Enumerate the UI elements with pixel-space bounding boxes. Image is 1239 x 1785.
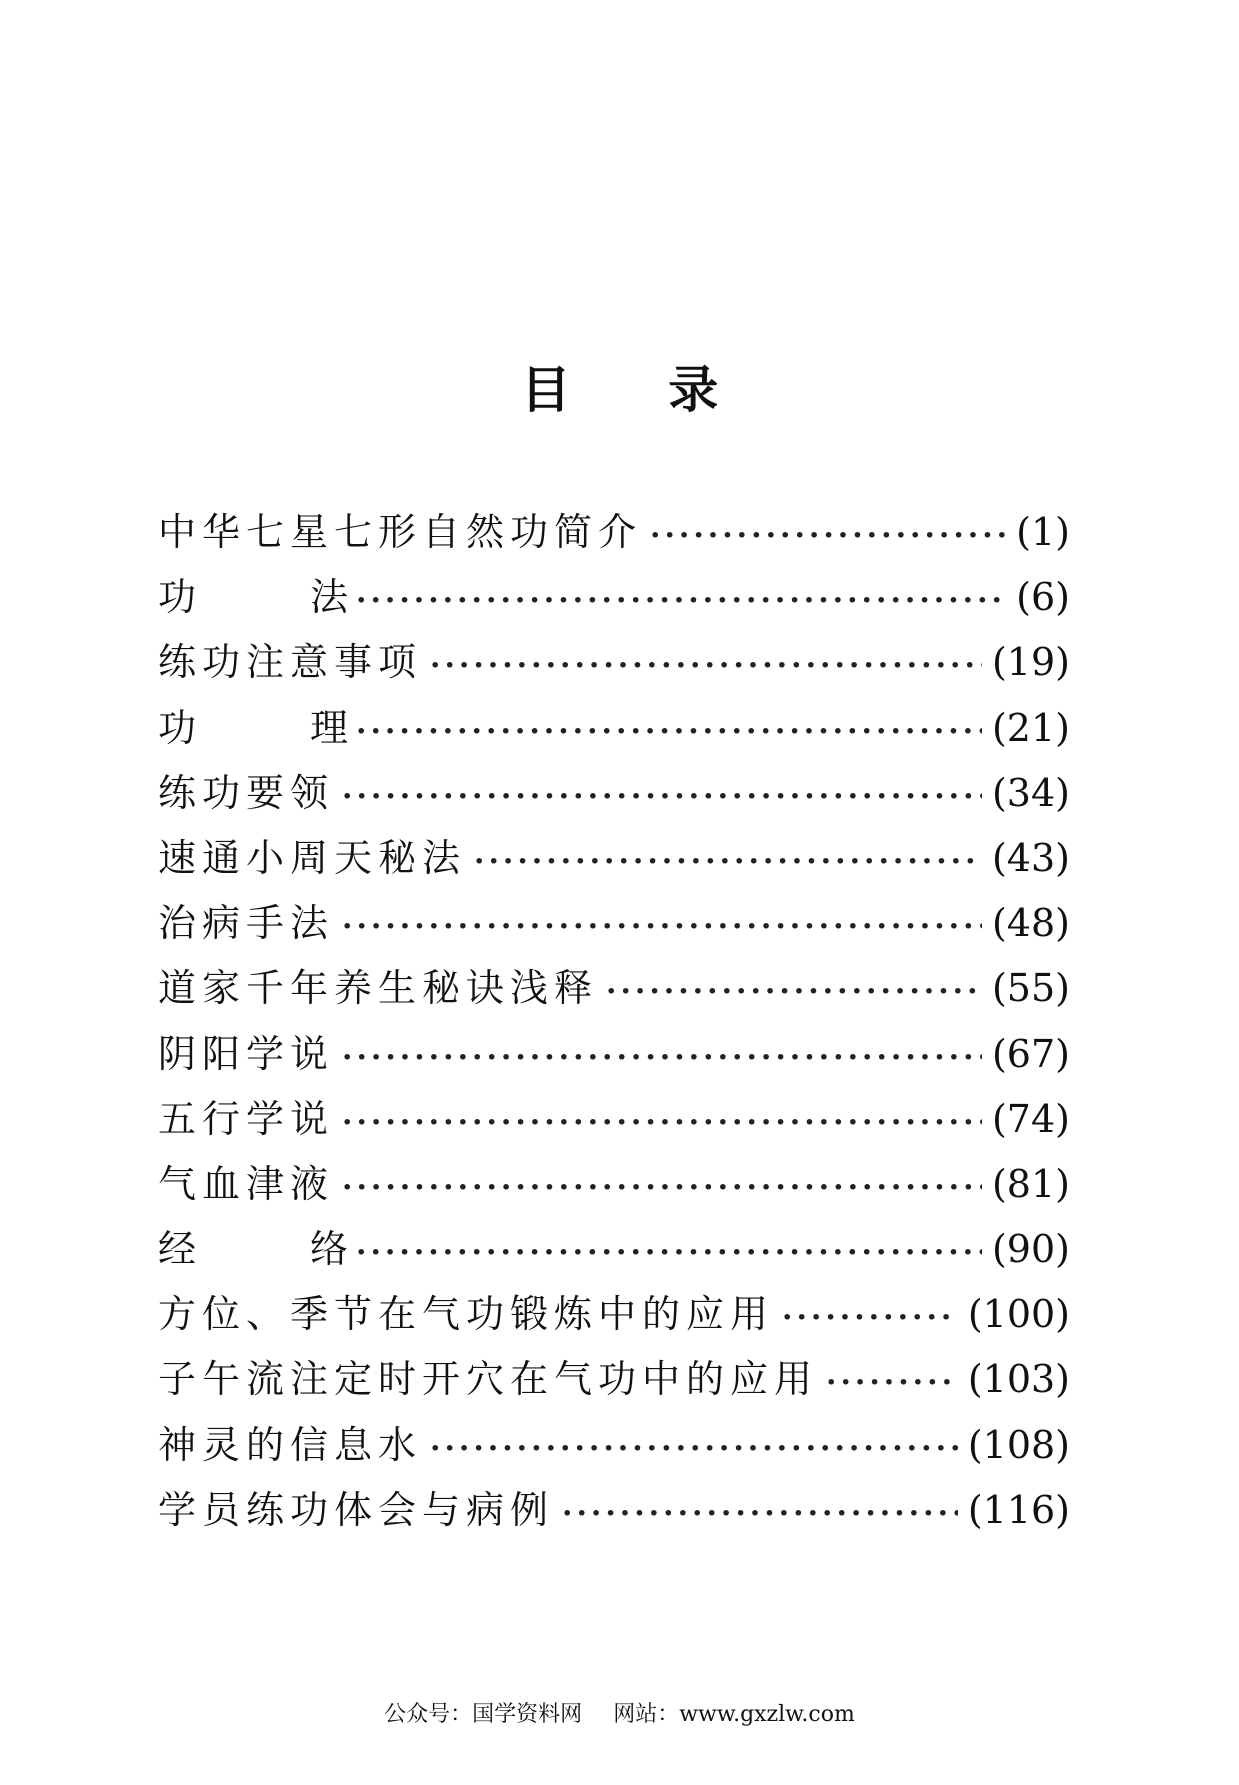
toc-entry-page: (43) bbox=[991, 835, 1070, 880]
dot-leader bbox=[356, 699, 982, 761]
dot-leader bbox=[342, 894, 982, 956]
dot-leader bbox=[342, 764, 982, 826]
toc-label-char: 经 bbox=[158, 1227, 197, 1272]
toc-entry-page: (116) bbox=[967, 1487, 1070, 1532]
footer-account: 公众号：国学资料网 bbox=[384, 1702, 583, 1727]
toc-label-char: 功 bbox=[158, 705, 197, 750]
toc-entry-label bbox=[158, 1217, 348, 1282]
dot-leader bbox=[650, 503, 1006, 565]
toc-entry-page: (100) bbox=[967, 1292, 1070, 1337]
toc-entry-page: (6) bbox=[1016, 575, 1070, 620]
toc-entry[interactable] bbox=[158, 1347, 1070, 1412]
toc-entry[interactable] bbox=[158, 696, 1070, 761]
toc-entry-label bbox=[158, 696, 348, 761]
toc-entry-page: (34) bbox=[991, 770, 1070, 815]
toc-entry[interactable] bbox=[158, 500, 1070, 565]
toc-entry-page: (67) bbox=[991, 1031, 1070, 1076]
toc-entry[interactable] bbox=[158, 1282, 1070, 1347]
dot-leader bbox=[562, 1481, 958, 1543]
toc-entry[interactable] bbox=[158, 1217, 1070, 1282]
dot-leader bbox=[474, 829, 982, 891]
toc-entry[interactable] bbox=[158, 1478, 1070, 1543]
toc-entry-page: (90) bbox=[991, 1227, 1070, 1272]
toc-entry-label: 气血津液 bbox=[158, 1161, 335, 1206]
footer-website: 网站：www.gxzlw.com bbox=[613, 1702, 855, 1727]
toc-label-char: 络 bbox=[309, 1227, 348, 1272]
dot-leader bbox=[430, 633, 982, 695]
toc-entry-label: 方位、季节在气功锻炼中的应用 bbox=[158, 1292, 775, 1337]
dot-leader bbox=[342, 1090, 982, 1152]
toc-title: 目 录 bbox=[520, 361, 759, 419]
toc-label-char: 理 bbox=[309, 705, 348, 750]
toc-entry-label: 速通小周天秘法 bbox=[158, 835, 467, 880]
page-footer bbox=[0, 1700, 1239, 1730]
toc-entry-page: (21) bbox=[991, 705, 1070, 750]
toc-entry-label: 五行学说 bbox=[158, 1096, 335, 1141]
toc-entry-page: (48) bbox=[991, 901, 1070, 946]
toc-entry[interactable] bbox=[158, 956, 1070, 1021]
toc-entry-label: 练功要领 bbox=[158, 770, 335, 815]
dot-leader bbox=[356, 568, 1006, 630]
toc-entry[interactable] bbox=[158, 565, 1070, 630]
toc-entry[interactable] bbox=[158, 891, 1070, 956]
dot-leader bbox=[342, 1155, 982, 1217]
toc-list bbox=[158, 500, 1070, 1543]
dot-leader bbox=[606, 959, 982, 1021]
toc-entry-label: 中华七星七形自然功简介 bbox=[158, 510, 643, 554]
toc-entry-label: 神灵的信息水 bbox=[158, 1422, 423, 1467]
dot-leader bbox=[826, 1350, 958, 1412]
toc-entry[interactable] bbox=[158, 1087, 1070, 1152]
toc-entry-label: 治病手法 bbox=[158, 901, 335, 946]
toc-entry-page: (108) bbox=[967, 1422, 1070, 1467]
toc-entry-page: (103) bbox=[967, 1357, 1070, 1402]
toc-entry-page: (1) bbox=[1016, 510, 1070, 554]
toc-entry-page: (19) bbox=[991, 640, 1070, 685]
toc-entry[interactable] bbox=[158, 761, 1070, 826]
toc-entry-label: 子午流注定时开穴在气功中的应用 bbox=[158, 1357, 819, 1402]
toc-entry-page: (81) bbox=[991, 1161, 1070, 1206]
toc-label-char: 功 bbox=[158, 575, 197, 620]
toc-entry[interactable] bbox=[158, 1413, 1070, 1478]
toc-entry-label: 练功注意事项 bbox=[158, 640, 423, 685]
toc-entry-label bbox=[158, 565, 348, 630]
toc-entry[interactable] bbox=[158, 1152, 1070, 1217]
dot-leader bbox=[430, 1416, 958, 1478]
toc-entry-label: 阴阳学说 bbox=[158, 1031, 335, 1076]
toc-entry-page: (74) bbox=[991, 1096, 1070, 1141]
toc-entry[interactable] bbox=[158, 1022, 1070, 1087]
toc-entry-label: 学员练功体会与病例 bbox=[158, 1487, 555, 1532]
toc-entry[interactable] bbox=[158, 826, 1070, 891]
toc-label-char: 法 bbox=[309, 575, 348, 620]
dot-leader bbox=[342, 1025, 982, 1087]
dot-leader bbox=[356, 1220, 982, 1282]
toc-entry[interactable] bbox=[158, 630, 1070, 695]
toc-entry-label: 道家千年养生秘诀浅释 bbox=[158, 966, 599, 1011]
dot-leader bbox=[782, 1285, 958, 1347]
toc-entry-page: (55) bbox=[991, 966, 1070, 1011]
